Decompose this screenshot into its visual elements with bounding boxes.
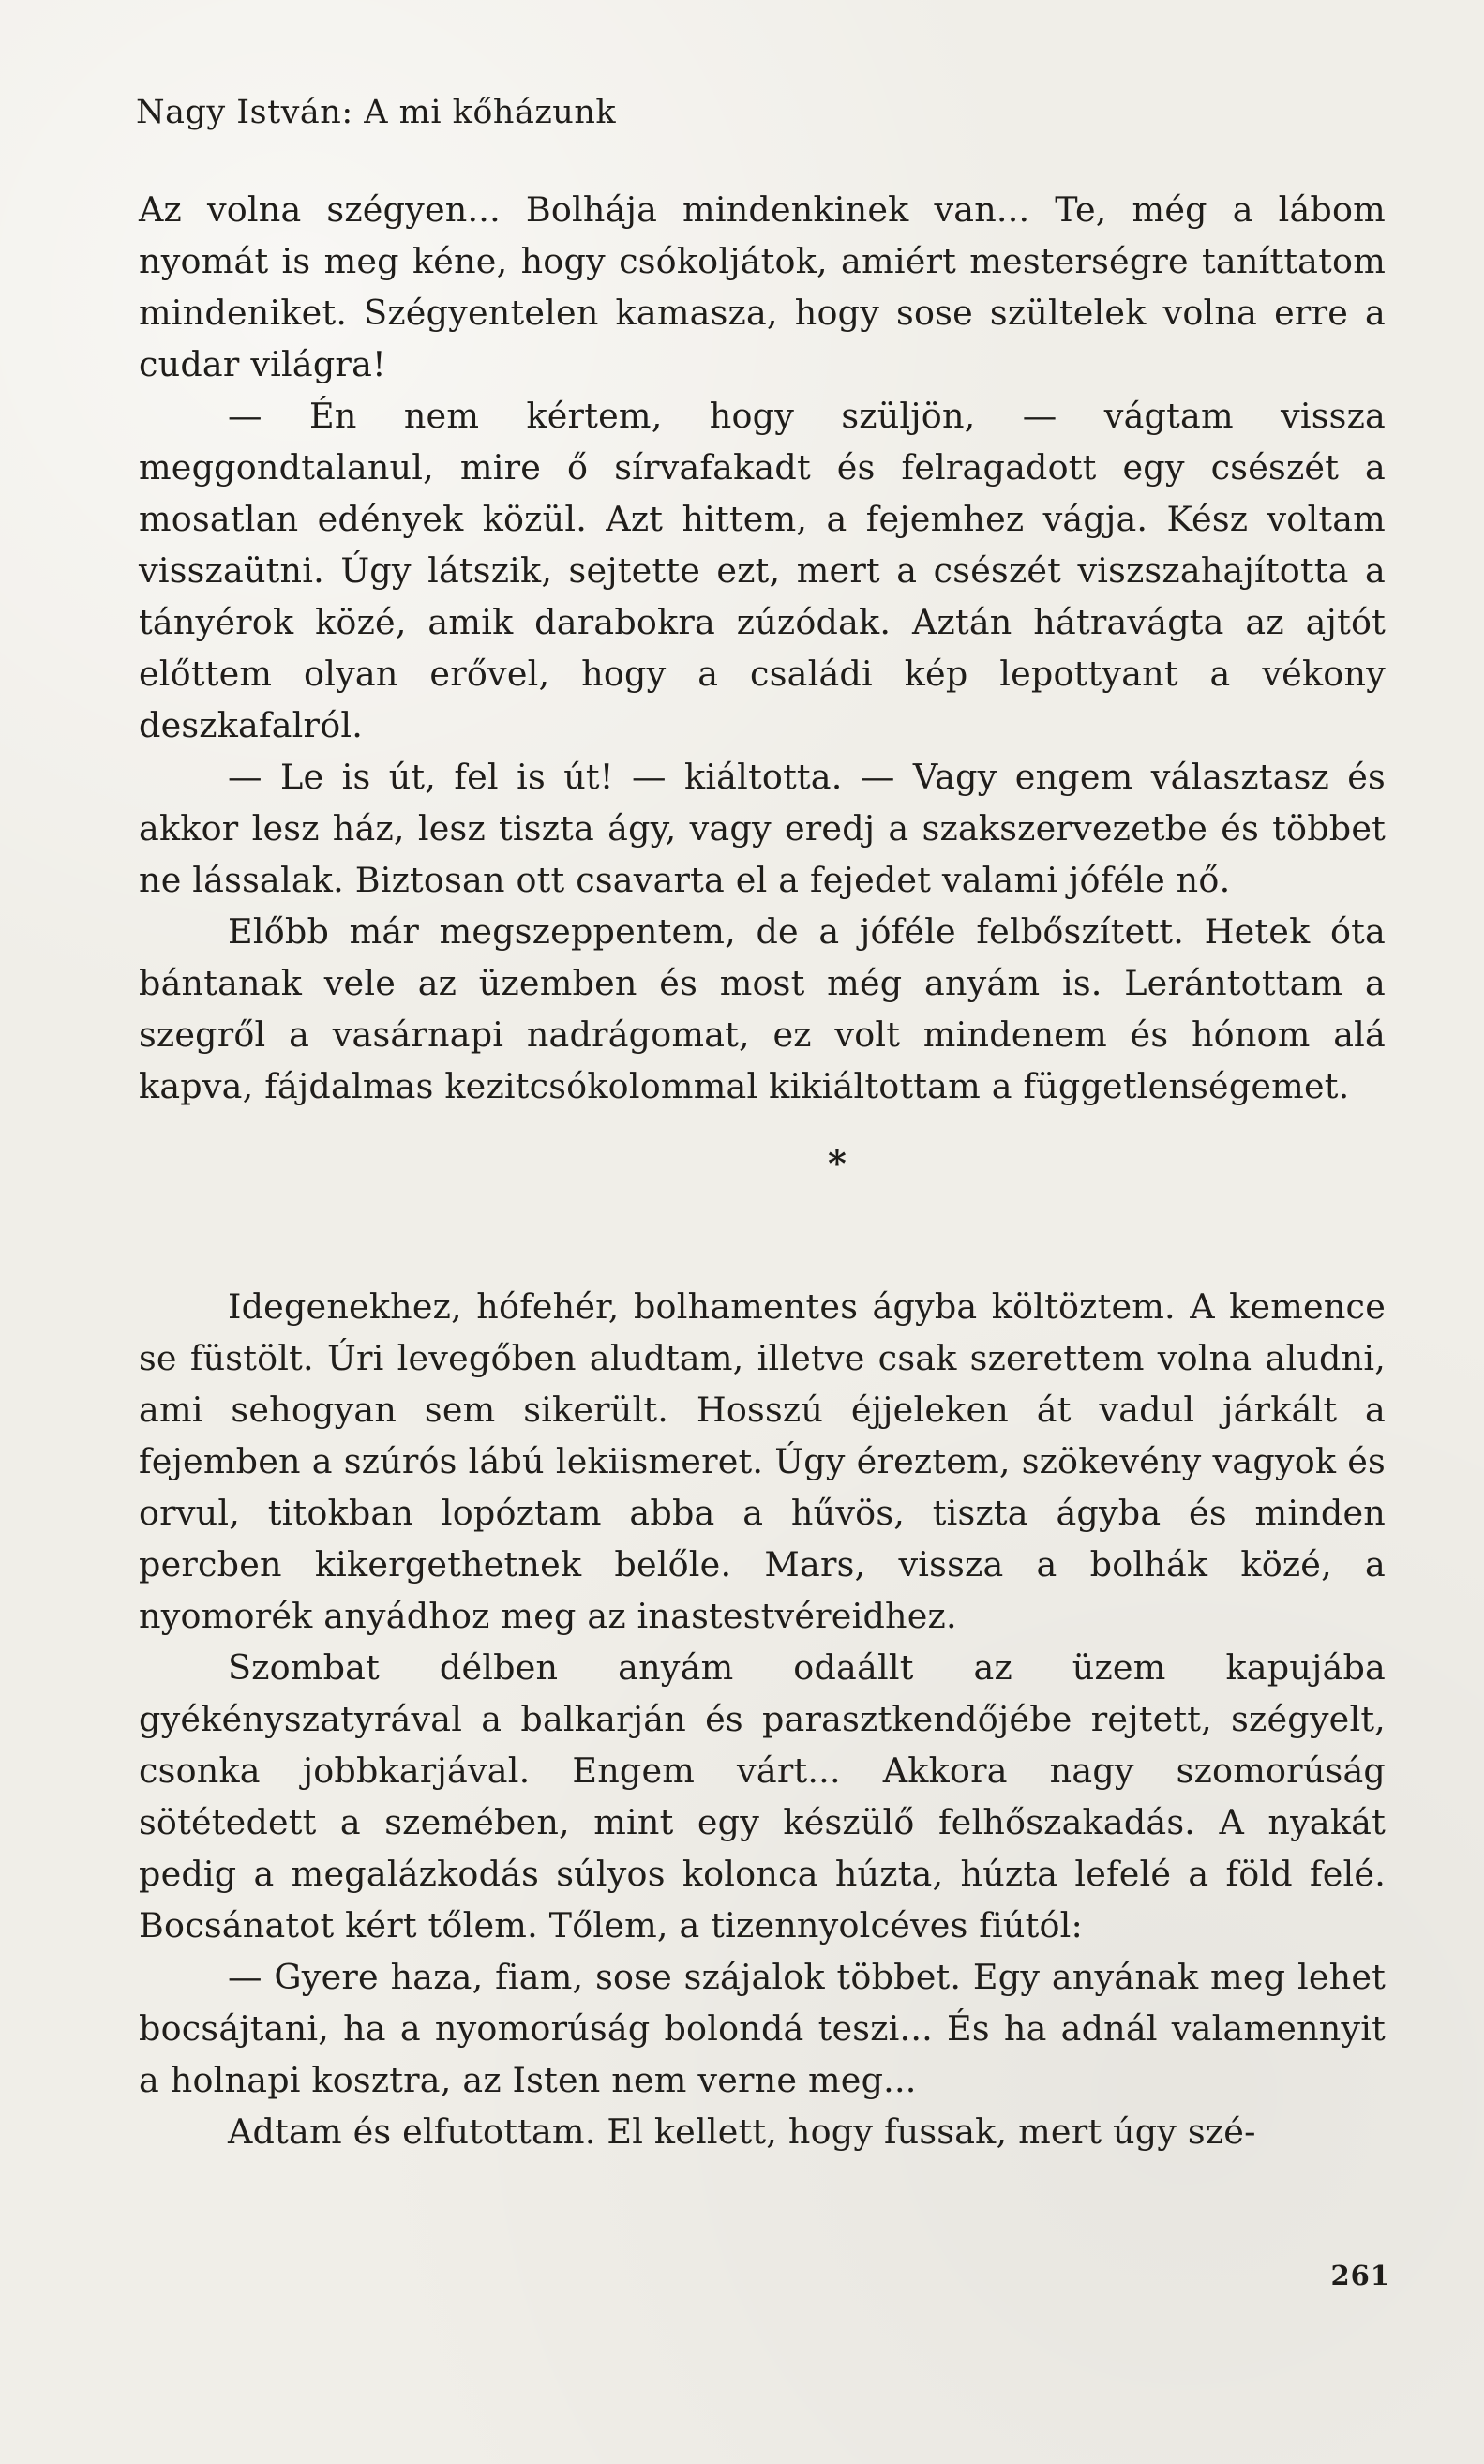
section-break-asterisk: * (827, 1142, 847, 1184)
text-block (139, 184, 1386, 2157)
paragraph-5: Idegenekhez, hófehér, bolhamentes ágyba költöztem. A kemence se füstölt. Úri levegőben aludtam, illetve csak szerettem volna aludni, ami sehogyan sem sikerült. Hosszú éjjeleken át vadul járkált a fejemben a szúrós lábú lekiismeret. Úgy éreztem, szökevény vagyok és orvul, titokban lopóztam abba a hűvös, tiszta ágyba és minden percben kikergethetnek belőle. Mars, vissza a bolhák közé, a nyomorék anyádhoz meg az inastestvéreidhez. (139, 1286, 1386, 1636)
paragraph-4: Előbb már megszeppentem, de a jóféle felbőszített. Hetek óta bántanak vele az üzemben és most még anyám is. Lerántottam a szegről a vasárnapi nadrágomat, ez volt mindenem és hónom alá kapva, fájdalmas kezitcsókolommal kikiáltottam a függetlenségemet. (139, 911, 1386, 1106)
running-head: Nagy István: A mi kőházunk (136, 94, 617, 131)
page-number: 261 (1330, 2260, 1390, 2291)
paragraph-2: — Én nem kértem, hogy szüljön, — vágtam vissza meggondtalanul, mire ő sírvafakadt és felragadott egy csészét a mosatlan edények közül. Azt hittem, a fejemhez vágja. Kész voltam visszaütni. Úgy látszik, sejtette ezt, mert a csészét viszszahajította a tányérok közé, amik darabokra zúzódak. Aztán hátravágta az ajtót előttem olyan erővel, hogy a családi kép lepottyant a vékony deszkafalról. (139, 396, 1386, 745)
paragraph-3: — Le is út, fel is út! — kiáltotta. — Vagy engem választasz és akkor lesz ház, lesz tiszta ágy, vagy eredj a szakszervezetbe és többet ne lássalak. Biztosan ott csavarta el a fejedet valami jóféle nő. (139, 757, 1386, 900)
paragraph-7: — Gyere haza, fiam, sose szájalok többet. Egy anyának meg lehet bocsájtani, ha a nyomorúság bolondá teszi... És ha adnál valamennyit a holnapi kosztra, az Isten nem verne meg... (139, 1957, 1386, 2100)
paragraph-6: Szombat délben anyám odaállt az üzem kapujába gyékényszatyrával a balkarján és parasztkendőjébe rejtett, szégyelt, csonka jobbkarjával. Engem várt... Akkora nagy szomorúság sötétedett a szemében, mint egy készülő felhőszakadás. A nyakát pedig a megalázkodás súlyos kolonca húzta, húzta lefelé a föld felé. Bocsánatot kért tőlem. Tőlem, a tizennyolcéves fiútól: (139, 1647, 1386, 1946)
paragraph-1: Az volna szégyen... Bolhája mindenkinek van... Te, még a lábom nyomát is meg kéne, hogy csókoljátok, amiért mesterségre taníttatom mindeniket. Szégyentelen kamasza, hogy sose szültelek volna erre a cudar világra! (139, 189, 1386, 384)
paragraph-8: Adtam és elfutottam. El kellett, hogy fussak, mert úgy szé- (228, 2111, 1256, 2152)
section-spacer (139, 1215, 1386, 1281)
